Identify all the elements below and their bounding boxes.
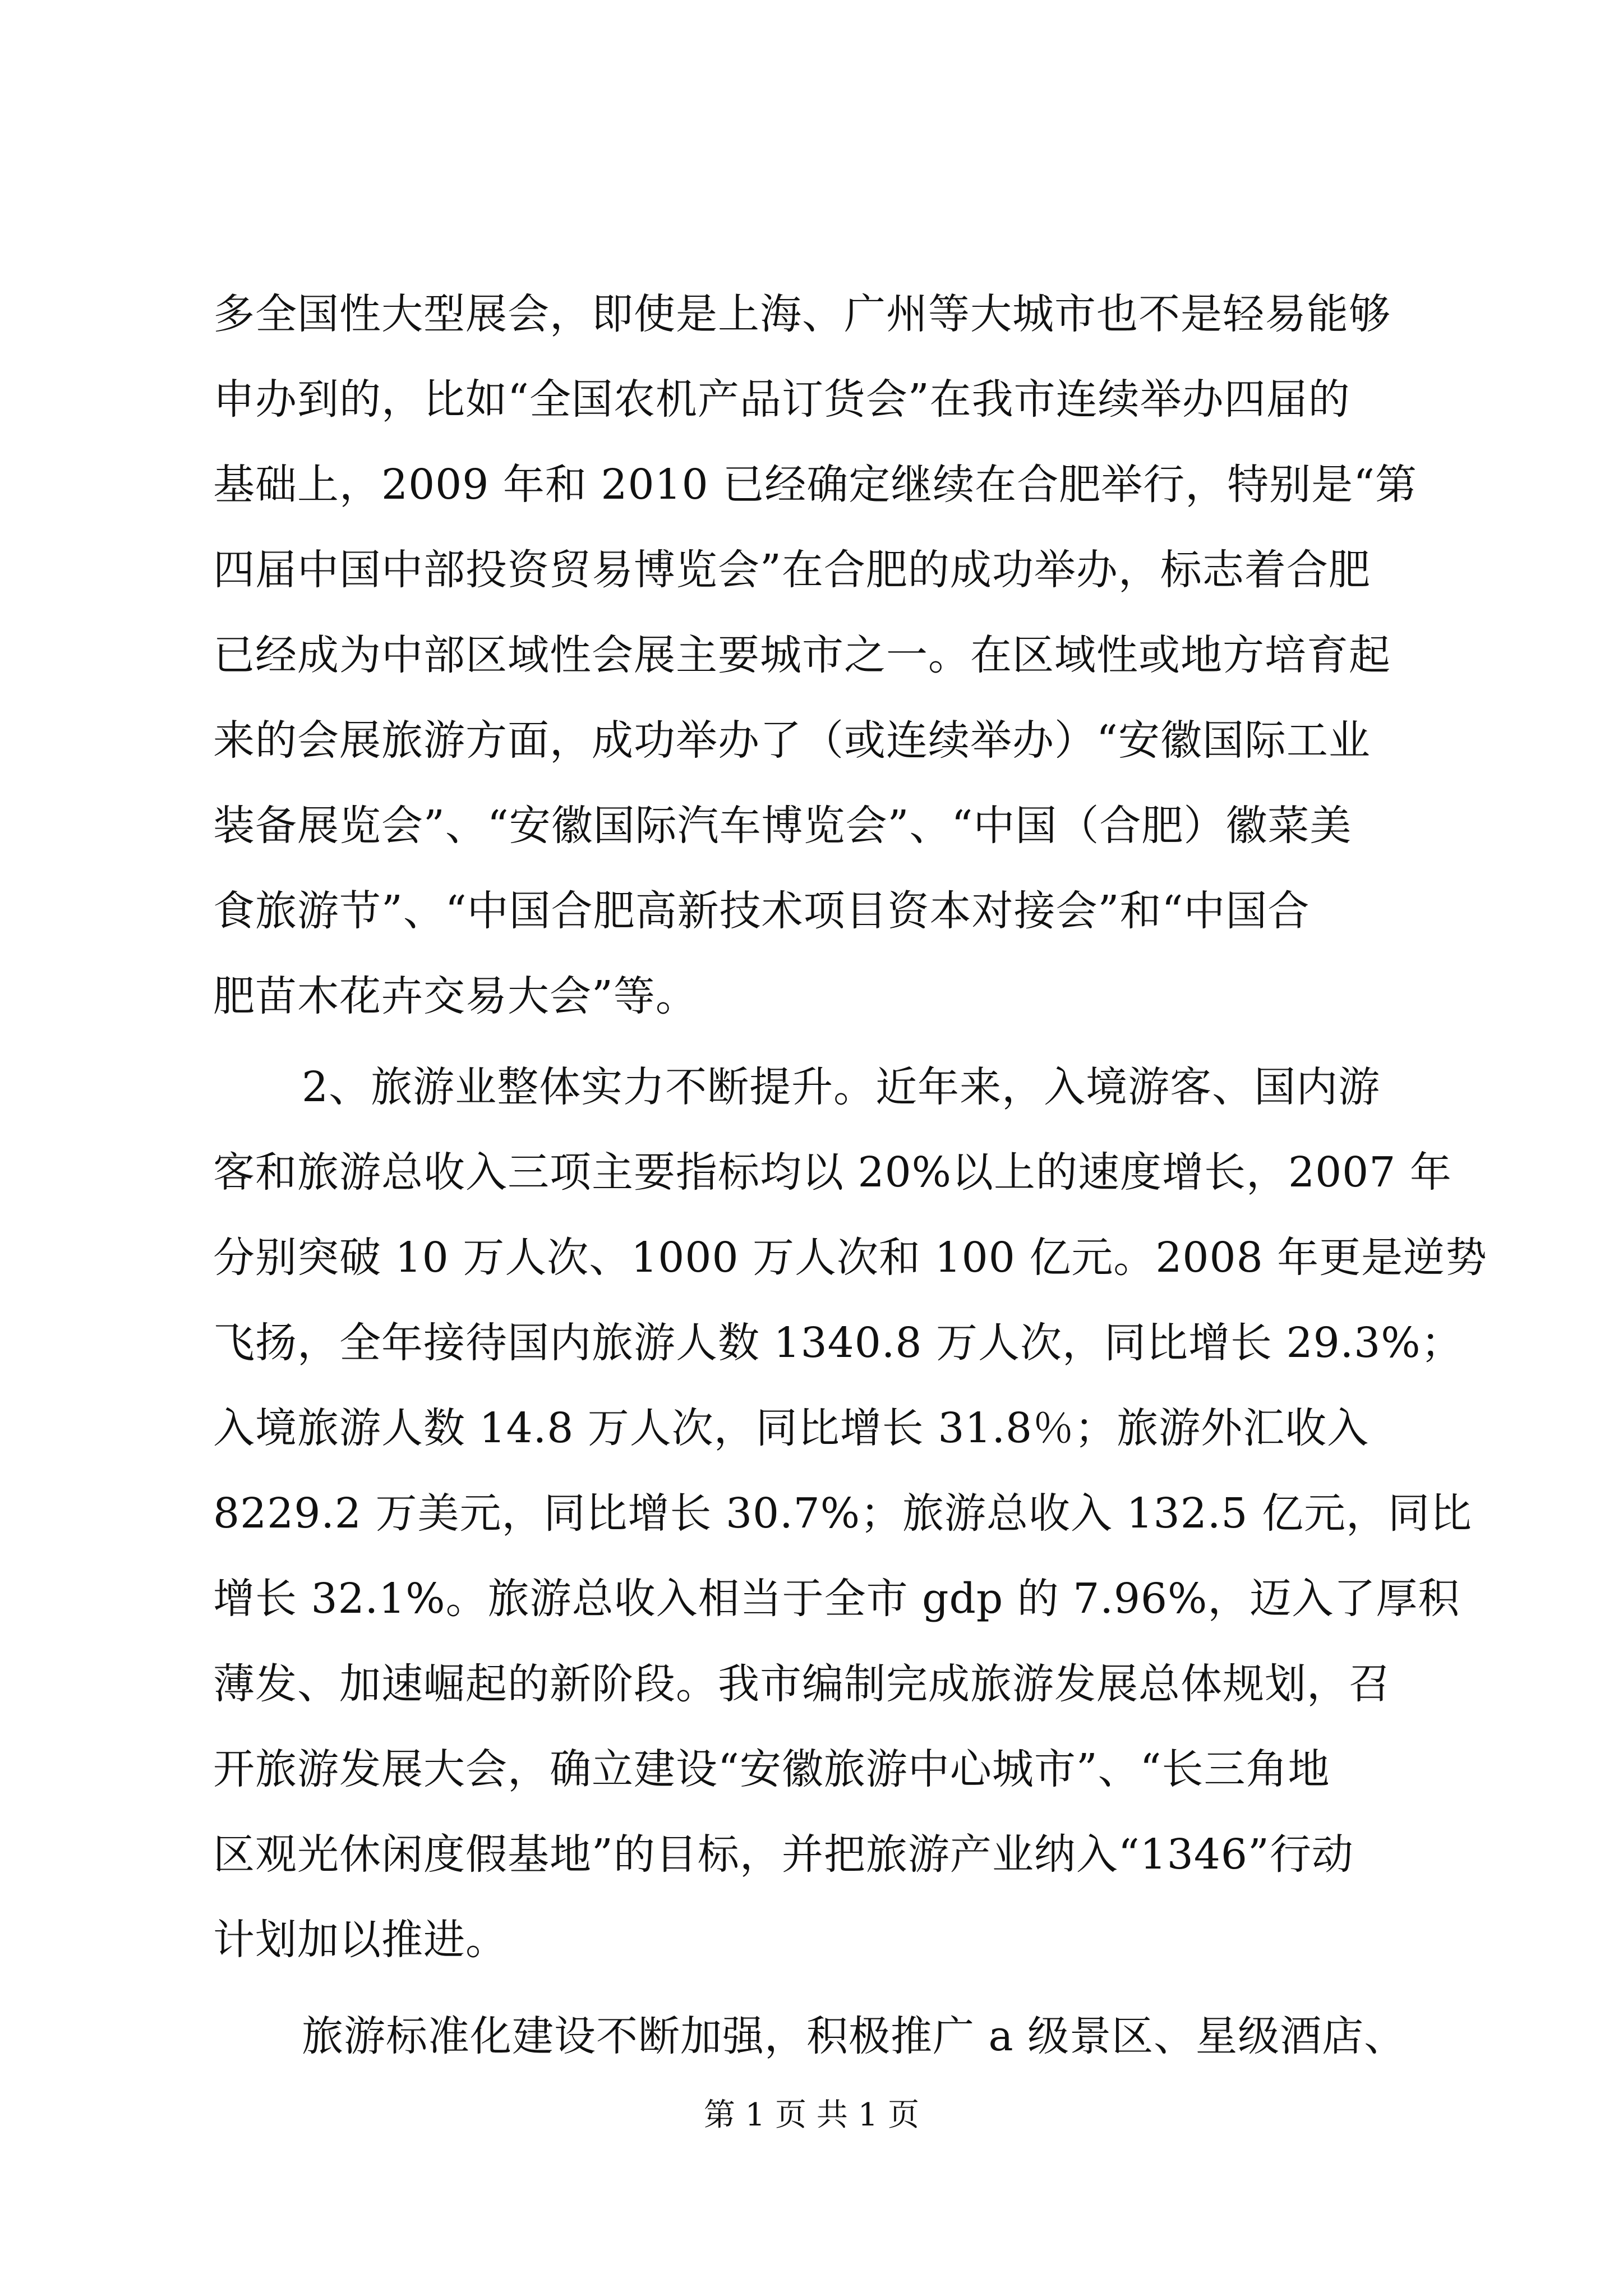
text-line: 8229.2 万美元，同比增长 30.7%；旅游总收入 132.5 亿元，同比 [213, 1489, 1472, 1538]
text-line: 四届中国中部投资贸易博览会”在合肥的成功举办，标志着合肥 [213, 546, 1371, 594]
text-line: 多全国性大型展会，即使是上海、广州等大城市也不是轻易能够 [213, 290, 1391, 338]
text-line: 增长 32.1%。旅游总收入相当于全市 gdp 的 7.96%，迈入了厚积 [213, 1575, 1460, 1623]
text-line: 肥苗木花卉交易大会”等。 [213, 972, 698, 1020]
text-line: 计划加以推进。 [213, 1916, 508, 1964]
text-line: 装备展览会”、“安徽国际汽车博览会”、“中国（合肥）徽菜美 [213, 802, 1352, 850]
text-line: 分别突破 10 万人次、1000 万人次和 100 亿元。2008 年更是逆势 [213, 1234, 1488, 1282]
text-line: 入境旅游人数 14.8 万人次，同比增长 31.8％；旅游外汇收入 [213, 1404, 1370, 1452]
text-line: 开旅游发展大会，确立建设“安徽旅游中心城市”、“长三角地 [213, 1745, 1330, 1793]
text-line: 来的会展旅游方面，成功举办了（或连续举办）“安徽国际工业 [213, 716, 1371, 765]
paragraph-first-line: 2、旅游业整体实力不断提升。近年来，入境游客、国内游 [302, 1063, 1381, 1111]
text-line: 申办到的，比如“全国农机产品订货会”在我市连续举办四届的 [213, 375, 1350, 424]
text-line: 基础上，2009 年和 2010 已经确定继续在合肥举行，特别是“第 [213, 461, 1418, 509]
text-line: 薄发、加速崛起的新阶段。我市编制完成旅游发展总体规划，召 [213, 1660, 1391, 1708]
page-number-footer: 第 1 页 共 1 页 [703, 2097, 920, 2133]
text-line: 区观光休闲度假基地”的目标，并把旅游产业纳入“1346”行动 [213, 1830, 1354, 1879]
text-line: 已经成为中部区域性会展主要城市之一。在区域性或地方培育起 [213, 631, 1391, 679]
text-line: 客和旅游总收入三项主要指标均以 20%以上的速度增长，2007 年 [213, 1148, 1452, 1197]
text-line: 食旅游节”、“中国合肥高新技术项目资本对接会”和“中国合 [213, 887, 1310, 935]
text-line: 飞扬，全年接待国内旅游人数 1340.8 万人次，同比增长 29.3%； [213, 1319, 1463, 1367]
paragraph-first-line: 旅游标准化建设不断加强，积极推广 a 级景区、星级酒店、 [302, 2012, 1407, 2060]
